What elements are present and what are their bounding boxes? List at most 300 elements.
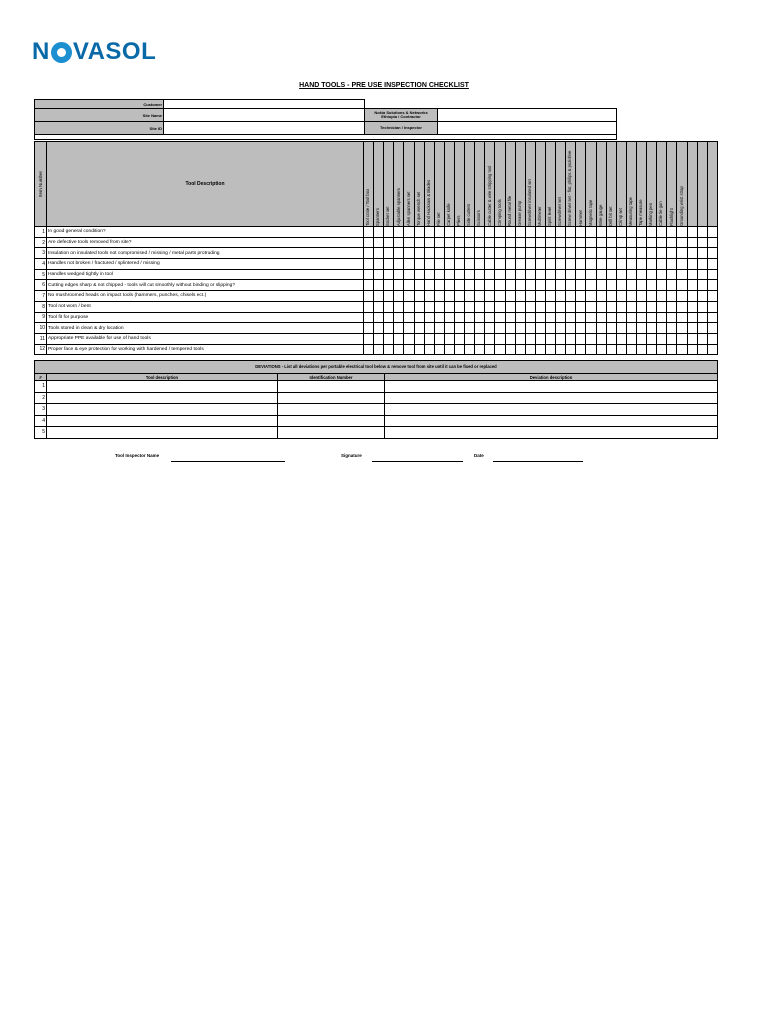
check-cell[interactable] (616, 312, 626, 323)
check-cell[interactable] (364, 291, 374, 302)
check-cell[interactable] (545, 248, 555, 259)
check-cell[interactable] (636, 323, 646, 334)
check-cell[interactable] (434, 280, 444, 291)
check-cell[interactable] (515, 248, 525, 259)
check-cell[interactable] (556, 269, 566, 280)
check-cell[interactable] (616, 323, 626, 334)
check-cell[interactable] (364, 333, 374, 344)
deviation-tool-field[interactable] (47, 427, 278, 439)
check-cell[interactable] (515, 259, 525, 270)
check-cell[interactable] (677, 269, 687, 280)
check-cell[interactable] (454, 312, 464, 323)
check-cell[interactable] (454, 323, 464, 334)
check-cell[interactable] (424, 237, 434, 248)
check-cell[interactable] (394, 259, 404, 270)
check-cell[interactable] (495, 344, 505, 355)
check-cell[interactable] (707, 259, 717, 270)
check-cell[interactable] (566, 269, 576, 280)
check-cell[interactable] (626, 323, 636, 334)
check-cell[interactable] (454, 333, 464, 344)
check-cell[interactable] (606, 259, 616, 270)
date-line[interactable] (493, 461, 583, 462)
check-cell[interactable] (444, 312, 454, 323)
check-cell[interactable] (707, 227, 717, 238)
check-cell[interactable] (667, 280, 677, 291)
check-cell[interactable] (606, 344, 616, 355)
check-cell[interactable] (475, 323, 485, 334)
check-cell[interactable] (454, 269, 464, 280)
check-cell[interactable] (444, 333, 454, 344)
check-cell[interactable] (545, 291, 555, 302)
check-cell[interactable] (414, 301, 424, 312)
check-cell[interactable] (485, 259, 495, 270)
check-cell[interactable] (505, 312, 515, 323)
check-cell[interactable] (596, 333, 606, 344)
check-cell[interactable] (434, 312, 444, 323)
check-cell[interactable] (384, 269, 394, 280)
check-cell[interactable] (515, 291, 525, 302)
check-cell[interactable] (424, 291, 434, 302)
check-cell[interactable] (374, 269, 384, 280)
check-cell[interactable] (444, 301, 454, 312)
check-cell[interactable] (404, 280, 414, 291)
check-cell[interactable] (697, 259, 707, 270)
check-cell[interactable] (697, 344, 707, 355)
check-cell[interactable] (566, 237, 576, 248)
check-cell[interactable] (475, 269, 485, 280)
check-cell[interactable] (707, 237, 717, 248)
check-cell[interactable] (465, 237, 475, 248)
check-cell[interactable] (586, 248, 596, 259)
check-cell[interactable] (505, 259, 515, 270)
check-cell[interactable] (384, 248, 394, 259)
check-cell[interactable] (535, 344, 545, 355)
check-cell[interactable] (576, 259, 586, 270)
check-cell[interactable] (404, 312, 414, 323)
check-cell[interactable] (647, 301, 657, 312)
check-cell[interactable] (697, 237, 707, 248)
check-cell[interactable] (465, 259, 475, 270)
check-cell[interactable] (454, 280, 464, 291)
check-cell[interactable] (616, 291, 626, 302)
check-cell[interactable] (384, 301, 394, 312)
check-cell[interactable] (566, 248, 576, 259)
check-cell[interactable] (697, 248, 707, 259)
check-cell[interactable] (495, 269, 505, 280)
check-cell[interactable] (465, 269, 475, 280)
check-cell[interactable] (454, 344, 464, 355)
check-cell[interactable] (485, 280, 495, 291)
check-cell[interactable] (667, 312, 677, 323)
check-cell[interactable] (566, 291, 576, 302)
check-cell[interactable] (495, 301, 505, 312)
check-cell[interactable] (374, 323, 384, 334)
check-cell[interactable] (707, 248, 717, 259)
check-cell[interactable] (404, 227, 414, 238)
check-cell[interactable] (444, 344, 454, 355)
check-cell[interactable] (374, 333, 384, 344)
check-cell[interactable] (465, 280, 475, 291)
check-cell[interactable] (596, 237, 606, 248)
check-cell[interactable] (556, 291, 566, 302)
check-cell[interactable] (687, 323, 697, 334)
check-cell[interactable] (485, 227, 495, 238)
check-cell[interactable] (525, 248, 535, 259)
check-cell[interactable] (576, 237, 586, 248)
check-cell[interactable] (707, 344, 717, 355)
check-cell[interactable] (434, 333, 444, 344)
inspector-name-line[interactable] (171, 461, 285, 462)
check-cell[interactable] (465, 333, 475, 344)
check-cell[interactable] (576, 269, 586, 280)
check-cell[interactable] (404, 291, 414, 302)
check-cell[interactable] (465, 312, 475, 323)
deviation-id-field[interactable] (278, 381, 385, 393)
check-cell[interactable] (606, 269, 616, 280)
check-cell[interactable] (384, 291, 394, 302)
check-cell[interactable] (364, 248, 374, 259)
check-cell[interactable] (586, 312, 596, 323)
check-cell[interactable] (667, 269, 677, 280)
check-cell[interactable] (454, 259, 464, 270)
check-cell[interactable] (475, 227, 485, 238)
check-cell[interactable] (495, 291, 505, 302)
check-cell[interactable] (677, 248, 687, 259)
check-cell[interactable] (525, 344, 535, 355)
check-cell[interactable] (556, 312, 566, 323)
check-cell[interactable] (667, 323, 677, 334)
check-cell[interactable] (647, 227, 657, 238)
check-cell[interactable] (576, 344, 586, 355)
check-cell[interactable] (647, 344, 657, 355)
check-cell[interactable] (434, 237, 444, 248)
check-cell[interactable] (485, 323, 495, 334)
check-cell[interactable] (475, 237, 485, 248)
check-cell[interactable] (687, 269, 697, 280)
check-cell[interactable] (384, 280, 394, 291)
check-cell[interactable] (404, 323, 414, 334)
check-cell[interactable] (606, 312, 616, 323)
check-cell[interactable] (626, 269, 636, 280)
check-cell[interactable] (505, 227, 515, 238)
check-cell[interactable] (697, 323, 707, 334)
check-cell[interactable] (626, 259, 636, 270)
check-cell[interactable] (535, 269, 545, 280)
check-cell[interactable] (566, 259, 576, 270)
check-cell[interactable] (525, 301, 535, 312)
check-cell[interactable] (606, 227, 616, 238)
check-cell[interactable] (626, 344, 636, 355)
check-cell[interactable] (394, 237, 404, 248)
check-cell[interactable] (556, 301, 566, 312)
check-cell[interactable] (485, 312, 495, 323)
check-cell[interactable] (394, 323, 404, 334)
check-cell[interactable] (384, 227, 394, 238)
check-cell[interactable] (596, 312, 606, 323)
check-cell[interactable] (515, 333, 525, 344)
check-cell[interactable] (707, 323, 717, 334)
check-cell[interactable] (485, 237, 495, 248)
check-cell[interactable] (444, 323, 454, 334)
deviation-id-field[interactable] (278, 392, 385, 404)
check-cell[interactable] (525, 323, 535, 334)
check-cell[interactable] (616, 280, 626, 291)
check-cell[interactable] (384, 333, 394, 344)
check-cell[interactable] (374, 259, 384, 270)
check-cell[interactable] (687, 259, 697, 270)
check-cell[interactable] (475, 344, 485, 355)
check-cell[interactable] (667, 237, 677, 248)
check-cell[interactable] (586, 227, 596, 238)
deviation-description-field[interactable] (385, 392, 718, 404)
check-cell[interactable] (495, 323, 505, 334)
deviation-description-field[interactable] (385, 381, 718, 393)
check-cell[interactable] (687, 237, 697, 248)
check-cell[interactable] (566, 312, 576, 323)
check-cell[interactable] (535, 280, 545, 291)
check-cell[interactable] (505, 280, 515, 291)
check-cell[interactable] (667, 248, 677, 259)
check-cell[interactable] (616, 301, 626, 312)
check-cell[interactable] (495, 312, 505, 323)
check-cell[interactable] (626, 312, 636, 323)
check-cell[interactable] (616, 269, 626, 280)
check-cell[interactable] (475, 291, 485, 302)
check-cell[interactable] (556, 237, 566, 248)
check-cell[interactable] (636, 301, 646, 312)
check-cell[interactable] (647, 237, 657, 248)
check-cell[interactable] (454, 237, 464, 248)
check-cell[interactable] (606, 291, 616, 302)
check-cell[interactable] (454, 301, 464, 312)
check-cell[interactable] (697, 333, 707, 344)
check-cell[interactable] (687, 312, 697, 323)
check-cell[interactable] (697, 291, 707, 302)
check-cell[interactable] (545, 301, 555, 312)
check-cell[interactable] (576, 301, 586, 312)
check-cell[interactable] (566, 344, 576, 355)
check-cell[interactable] (434, 259, 444, 270)
check-cell[interactable] (414, 291, 424, 302)
check-cell[interactable] (707, 312, 717, 323)
check-cell[interactable] (475, 259, 485, 270)
check-cell[interactable] (626, 248, 636, 259)
check-cell[interactable] (556, 333, 566, 344)
check-cell[interactable] (505, 291, 515, 302)
check-cell[interactable] (404, 333, 414, 344)
check-cell[interactable] (505, 344, 515, 355)
check-cell[interactable] (606, 248, 616, 259)
check-cell[interactable] (576, 333, 586, 344)
check-cell[interactable] (394, 344, 404, 355)
check-cell[interactable] (434, 269, 444, 280)
check-cell[interactable] (616, 237, 626, 248)
check-cell[interactable] (636, 312, 646, 323)
deviation-description-field[interactable] (385, 427, 718, 439)
check-cell[interactable] (545, 344, 555, 355)
check-cell[interactable] (657, 323, 667, 334)
check-cell[interactable] (667, 259, 677, 270)
check-cell[interactable] (657, 344, 667, 355)
site-id-field[interactable] (164, 122, 365, 135)
check-cell[interactable] (444, 291, 454, 302)
check-cell[interactable] (495, 248, 505, 259)
check-cell[interactable] (535, 301, 545, 312)
check-cell[interactable] (475, 248, 485, 259)
check-cell[interactable] (667, 344, 677, 355)
check-cell[interactable] (596, 259, 606, 270)
deviation-tool-field[interactable] (47, 404, 278, 416)
check-cell[interactable] (414, 333, 424, 344)
check-cell[interactable] (596, 280, 606, 291)
check-cell[interactable] (596, 323, 606, 334)
check-cell[interactable] (606, 237, 616, 248)
check-cell[interactable] (606, 280, 616, 291)
check-cell[interactable] (606, 333, 616, 344)
check-cell[interactable] (647, 269, 657, 280)
check-cell[interactable] (667, 291, 677, 302)
check-cell[interactable] (566, 301, 576, 312)
check-cell[interactable] (616, 259, 626, 270)
check-cell[interactable] (596, 301, 606, 312)
check-cell[interactable] (636, 237, 646, 248)
check-cell[interactable] (586, 323, 596, 334)
check-cell[interactable] (677, 323, 687, 334)
check-cell[interactable] (374, 237, 384, 248)
check-cell[interactable] (454, 291, 464, 302)
check-cell[interactable] (556, 259, 566, 270)
check-cell[interactable] (647, 333, 657, 344)
check-cell[interactable] (424, 259, 434, 270)
check-cell[interactable] (515, 301, 525, 312)
check-cell[interactable] (687, 248, 697, 259)
check-cell[interactable] (535, 248, 545, 259)
check-cell[interactable] (394, 291, 404, 302)
check-cell[interactable] (657, 259, 667, 270)
check-cell[interactable] (515, 344, 525, 355)
check-cell[interactable] (364, 301, 374, 312)
check-cell[interactable] (657, 333, 667, 344)
check-cell[interactable] (545, 280, 555, 291)
check-cell[interactable] (626, 237, 636, 248)
deviation-tool-field[interactable] (47, 415, 278, 427)
check-cell[interactable] (535, 333, 545, 344)
check-cell[interactable] (687, 301, 697, 312)
check-cell[interactable] (444, 237, 454, 248)
check-cell[interactable] (566, 227, 576, 238)
check-cell[interactable] (586, 333, 596, 344)
check-cell[interactable] (364, 259, 374, 270)
check-cell[interactable] (505, 248, 515, 259)
deviation-tool-field[interactable] (47, 392, 278, 404)
check-cell[interactable] (616, 227, 626, 238)
check-cell[interactable] (525, 291, 535, 302)
check-cell[interactable] (465, 344, 475, 355)
check-cell[interactable] (636, 280, 646, 291)
check-cell[interactable] (535, 291, 545, 302)
check-cell[interactable] (424, 344, 434, 355)
check-cell[interactable] (485, 333, 495, 344)
check-cell[interactable] (667, 333, 677, 344)
check-cell[interactable] (657, 227, 667, 238)
check-cell[interactable] (556, 280, 566, 291)
check-cell[interactable] (545, 259, 555, 270)
check-cell[interactable] (434, 291, 444, 302)
check-cell[interactable] (404, 344, 414, 355)
check-cell[interactable] (586, 259, 596, 270)
check-cell[interactable] (636, 259, 646, 270)
check-cell[interactable] (424, 312, 434, 323)
check-cell[interactable] (667, 301, 677, 312)
deviation-id-field[interactable] (278, 427, 385, 439)
check-cell[interactable] (475, 301, 485, 312)
check-cell[interactable] (485, 248, 495, 259)
check-cell[interactable] (384, 312, 394, 323)
check-cell[interactable] (515, 227, 525, 238)
check-cell[interactable] (576, 227, 586, 238)
check-cell[interactable] (485, 301, 495, 312)
check-cell[interactable] (465, 248, 475, 259)
check-cell[interactable] (535, 259, 545, 270)
check-cell[interactable] (616, 344, 626, 355)
check-cell[interactable] (404, 259, 414, 270)
check-cell[interactable] (707, 291, 717, 302)
check-cell[interactable] (576, 248, 586, 259)
check-cell[interactable] (454, 248, 464, 259)
check-cell[interactable] (535, 312, 545, 323)
check-cell[interactable] (606, 323, 616, 334)
check-cell[interactable] (485, 269, 495, 280)
check-cell[interactable] (475, 312, 485, 323)
check-cell[interactable] (647, 323, 657, 334)
check-cell[interactable] (384, 237, 394, 248)
check-cell[interactable] (697, 312, 707, 323)
check-cell[interactable] (586, 280, 596, 291)
check-cell[interactable] (424, 227, 434, 238)
check-cell[interactable] (515, 237, 525, 248)
check-cell[interactable] (525, 269, 535, 280)
check-cell[interactable] (556, 227, 566, 238)
check-cell[interactable] (364, 312, 374, 323)
check-cell[interactable] (636, 248, 646, 259)
check-cell[interactable] (626, 291, 636, 302)
check-cell[interactable] (384, 259, 394, 270)
check-cell[interactable] (707, 280, 717, 291)
check-cell[interactable] (424, 301, 434, 312)
check-cell[interactable] (394, 301, 404, 312)
check-cell[interactable] (465, 291, 475, 302)
customer-field[interactable] (164, 100, 365, 109)
check-cell[interactable] (475, 280, 485, 291)
check-cell[interactable] (414, 323, 424, 334)
check-cell[interactable] (596, 291, 606, 302)
check-cell[interactable] (545, 312, 555, 323)
check-cell[interactable] (586, 301, 596, 312)
check-cell[interactable] (505, 323, 515, 334)
check-cell[interactable] (364, 269, 374, 280)
check-cell[interactable] (657, 291, 667, 302)
check-cell[interactable] (444, 269, 454, 280)
check-cell[interactable] (394, 248, 404, 259)
check-cell[interactable] (576, 323, 586, 334)
check-cell[interactable] (687, 344, 697, 355)
check-cell[interactable] (545, 333, 555, 344)
check-cell[interactable] (657, 237, 667, 248)
check-cell[interactable] (586, 269, 596, 280)
check-cell[interactable] (596, 344, 606, 355)
check-cell[interactable] (596, 248, 606, 259)
check-cell[interactable] (485, 291, 495, 302)
